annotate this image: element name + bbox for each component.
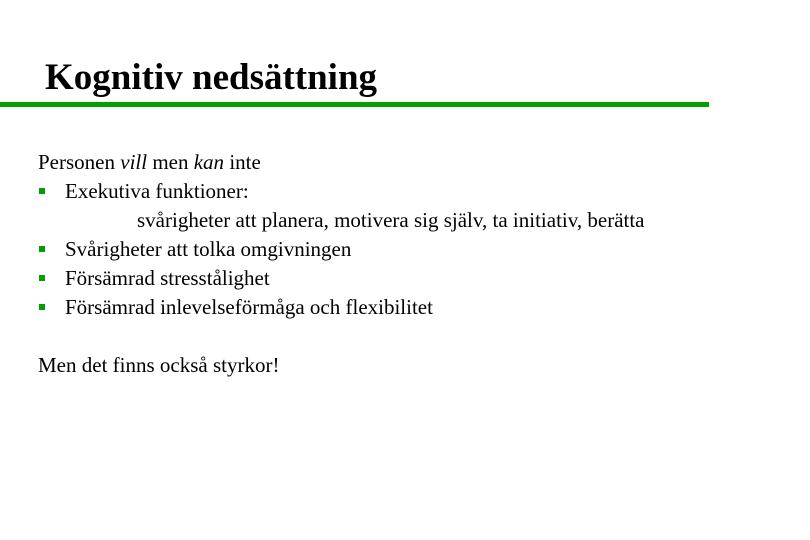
- square-bullet-icon: [39, 246, 45, 252]
- title-underline: [0, 102, 709, 107]
- square-bullet-icon: [39, 188, 45, 194]
- intro-text-1: Personen: [38, 150, 121, 174]
- bullet-item: [38, 264, 645, 293]
- square-bullet-icon: [39, 304, 45, 310]
- bullet-item: [38, 293, 645, 322]
- bullet-text: Exekutiva funktioner:: [65, 179, 249, 203]
- bullet-item: [38, 235, 645, 264]
- slide-title: Kognitiv nedsättning: [45, 57, 378, 98]
- square-bullet-icon: [39, 275, 45, 281]
- bullet-item: [38, 177, 645, 206]
- intro-emphasis-vill: vill: [120, 150, 148, 174]
- bullet-subtext: svårigheter att planera, motivera sig själv, ta initiativ, berätta: [137, 208, 645, 232]
- bullet-text: Försämrad inlevelseförmåga och flexibilitet: [65, 295, 433, 319]
- intro-line: [38, 148, 645, 177]
- intro-text-2: men: [147, 150, 194, 174]
- slide-body: [38, 148, 645, 380]
- bullet-text: Försämrad stresstålighet: [65, 266, 270, 290]
- bullet-text: Svårigheter att tolka omgivningen: [65, 237, 352, 261]
- closing-line: Men det finns också styrkor!: [38, 353, 280, 377]
- intro-text-3: inte: [224, 150, 261, 174]
- intro-emphasis-kan: kan: [193, 150, 225, 174]
- spacer: [38, 322, 645, 351]
